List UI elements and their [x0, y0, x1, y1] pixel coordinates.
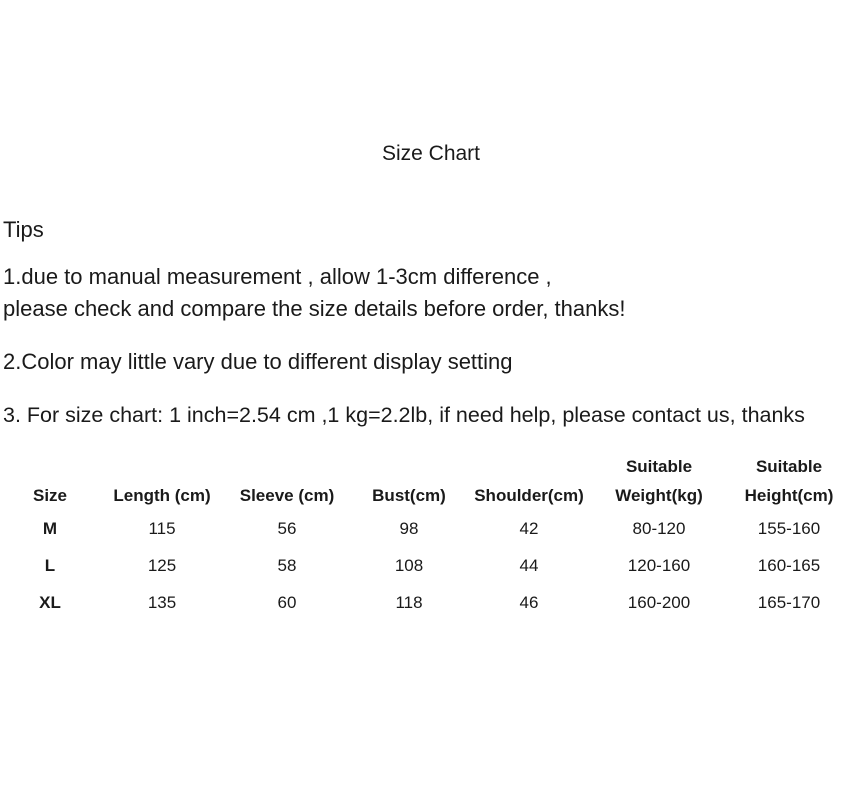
- length-cell: 135: [147, 592, 177, 612]
- tip-check-size-details: please check and compare the size details before order, thanks!: [3, 296, 626, 321]
- table-row: [0, 510, 850, 547]
- header-suitable-height: Suitable Height(cm): [744, 457, 834, 505]
- size-table: [0, 452, 850, 621]
- sleeve-cell: 56: [277, 518, 297, 538]
- weight-cell: 160-200: [627, 592, 691, 612]
- shoulder-cell: 44: [519, 555, 539, 575]
- bust-cell: 118: [395, 592, 423, 612]
- header-size: Size: [32, 486, 68, 505]
- length-cell: 115: [148, 518, 176, 538]
- header-length: Length (cm): [113, 486, 211, 505]
- weight-cell: 80-120: [632, 518, 686, 538]
- header-suitable-weight: Suitable Weight(kg): [615, 457, 703, 505]
- tip-manual-measurement: 1.due to manual measurement , allow 1-3cm difference ,: [3, 264, 552, 289]
- sleeve-cell: 60: [277, 592, 297, 612]
- length-cell: 125: [147, 555, 177, 575]
- shoulder-cell: 46: [519, 592, 539, 612]
- table-row: [0, 584, 850, 621]
- tips-heading: Tips: [3, 217, 44, 242]
- header-bust: Bust(cm): [372, 486, 446, 505]
- size-cell: XL: [39, 592, 61, 612]
- tip-unit-conversion: 3. For size chart: 1 inch=2.54 cm ,1 kg=2.2lb, if need help, please contact us, thanks: [3, 403, 805, 427]
- table-header-row: [0, 452, 850, 510]
- table-row: [0, 547, 850, 584]
- size-cell: M: [42, 518, 58, 538]
- height-cell: 155-160: [757, 518, 821, 538]
- shoulder-cell: 42: [519, 518, 539, 538]
- size-chart-title: Size Chart: [381, 142, 481, 165]
- size-cell: L: [44, 555, 56, 575]
- bust-cell: 98: [399, 518, 419, 538]
- height-cell: 165-170: [757, 592, 821, 612]
- weight-cell: 120-160: [627, 555, 691, 575]
- sleeve-cell: 58: [277, 555, 297, 575]
- header-shoulder: Shoulder(cm): [474, 486, 584, 505]
- tip-color-vary: 2.Color may little vary due to different display setting: [3, 349, 513, 374]
- bust-cell: 108: [394, 555, 424, 575]
- header-sleeve: Sleeve (cm): [239, 486, 335, 505]
- height-cell: 160-165: [757, 555, 821, 575]
